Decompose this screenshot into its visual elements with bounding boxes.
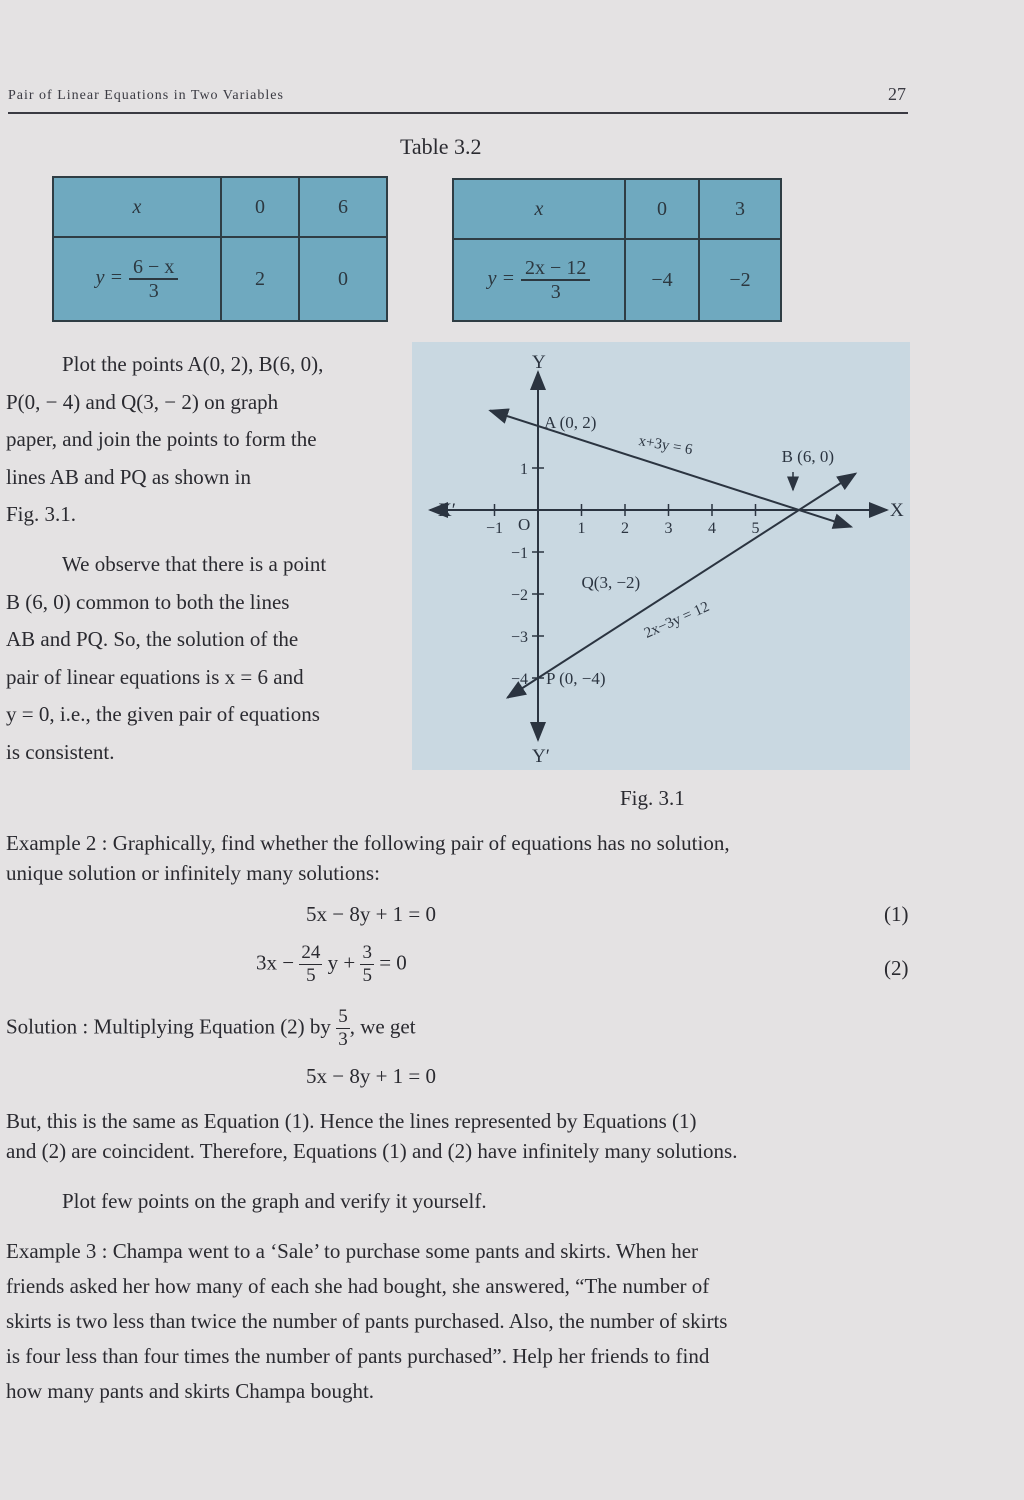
table-left-y-0: 2 <box>221 237 299 321</box>
x-tick-label: 3 <box>664 520 673 537</box>
y-tick-label: −3 <box>510 629 528 646</box>
x-tick-label: 2 <box>621 520 629 537</box>
solution-equation: 5x − 8y + 1 = 0 <box>306 1064 437 1088</box>
y-tick-label: −1 <box>510 545 528 562</box>
table-left-x-label: x <box>53 177 221 237</box>
line-PQ <box>508 474 856 698</box>
equation-1: 5x − 8y + 1 = 0 <box>306 902 437 926</box>
x-tick-label: 4 <box>708 520 716 537</box>
table-right-x-0: 0 <box>625 179 699 239</box>
line-PQ-arrow <box>508 692 517 698</box>
solution-title: Solution : <box>6 1014 89 1039</box>
values-table-left <box>52 176 388 322</box>
solution-line: Solution : Multiplying Equation (2) by $\frac{5}{3}$ , we get <box>6 1006 416 1050</box>
y-tick-label: −2 <box>510 587 528 604</box>
header-rule <box>8 112 908 114</box>
table-right-y-1: −2 <box>699 239 781 321</box>
table-right-x-label: x <box>453 179 625 239</box>
graph-svg <box>412 342 910 770</box>
x-tick-label: −1 <box>485 520 504 537</box>
running-header: Pair of Linear Equations in Two Variables <box>8 88 284 103</box>
line-AB-arrow <box>490 411 499 414</box>
figure-3-1-graph <box>412 342 910 770</box>
point-A-label: A (0, 2) <box>544 413 597 432</box>
y-neg-axis-label: Y′ <box>532 746 550 767</box>
x-tick-label: 1 <box>577 520 586 537</box>
table-right-y-0: −4 <box>625 239 699 321</box>
table-left-y-label: y = $\frac{6 - x}{3}$ <box>53 237 221 321</box>
example-3-title: Example 3 : <box>6 1239 108 1263</box>
x-neg-axis-label: X′ <box>438 500 456 521</box>
paragraph-plot-points: Plot the points A(0, 2), B(6, 0), P(0, − 4) and Q(3, − 2) on graph paper, and join the points to form the lines AB and PQ as shown in Fig. 3.1. <box>6 352 324 526</box>
values-table-right <box>452 178 782 322</box>
line-AB-equation: x+3y = 6 <box>637 433 694 459</box>
example-2-conclusion: But, this is the same as Equation (1). Hence the lines represented by Equations (1) and (2) are coincident. Therefore, Equations (1) and (2) have infinitely many solutions. <box>6 1109 738 1163</box>
origin-label: O <box>518 515 531 534</box>
table-left-y-1: 0 <box>299 237 387 321</box>
example-2-title: Example 2 : <box>6 831 108 855</box>
point-Q-label: Q(3, −2) <box>581 573 641 592</box>
x-axis-label: X <box>890 500 904 521</box>
page-number: 27 <box>888 84 906 104</box>
equation-1-number: (1) <box>884 902 909 926</box>
paragraph-observation: We observe that there is a point B (6, 0) common to both the lines AB and PQ. So, the solution of the pair of linear equations is x = 6 and y = 0, i.e., the given pair of equations is consistent. <box>6 552 327 764</box>
verify-instruction: Plot few points on the graph and verify it yourself. <box>62 1189 487 1213</box>
y-tick-label: 1 <box>520 461 528 478</box>
y-tick-label: −4 <box>510 671 528 688</box>
table-right-y-label: y = $\frac{2x - 12}{3}$ <box>453 239 625 321</box>
y-axis-label: Y <box>532 352 546 373</box>
point-P-label: P (0, −4) <box>546 669 606 688</box>
table-left-x-0: 0 <box>221 177 299 237</box>
line-PQ-equation: 2x−3y = 12 <box>641 598 712 642</box>
x-tick-label: 5 <box>751 520 760 537</box>
equation-2-number: (2) <box>884 956 909 980</box>
table-caption: Table 3.2 <box>400 134 482 159</box>
point-B-label: B (6, 0) <box>781 447 835 466</box>
example-3-statement: Example 3 : Champa went to a ‘Sale’ to purchase some pants and skirts. When her friends asked her how many of each she had bought, she answered, “The number of skirts is two less than twice the number of pants purchased. Also, the number of skirts is four less than four times the number of pants purchased”. Help her friends to find how many pants and skirts Champa bought. <box>6 1239 728 1403</box>
table-left-x-1: 6 <box>299 177 387 237</box>
table-right-x-1: 3 <box>699 179 781 239</box>
example-2-statement: Example 2 : Graphically, find whether the following pair of equations has no solution, unique solution or infinitely many solutions: <box>6 831 730 885</box>
equation-2: 3x − $\frac{24}{5}$ y + $\frac{3}{5}$ = 0 <box>256 942 407 986</box>
figure-caption: Fig. 3.1 <box>620 786 685 810</box>
